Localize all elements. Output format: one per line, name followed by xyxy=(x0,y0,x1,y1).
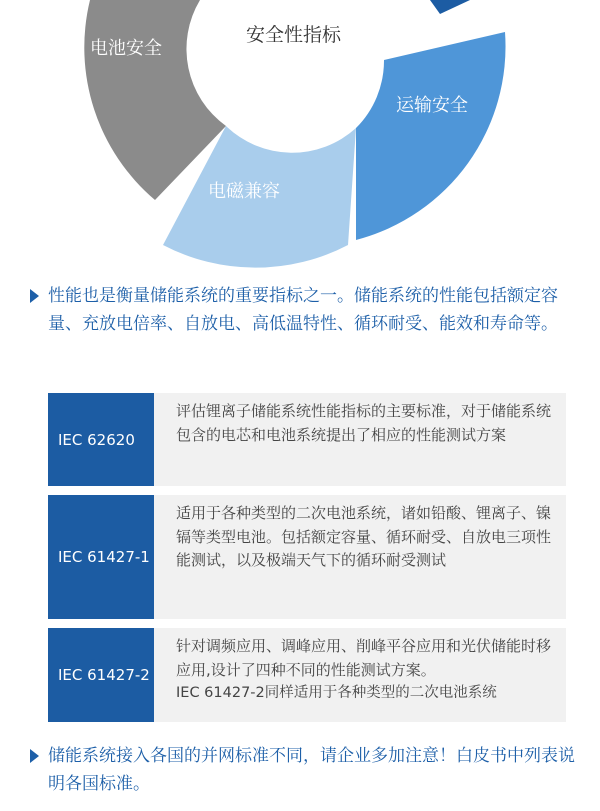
standard-code: IEC 62620 xyxy=(48,393,154,486)
standard-description-text: 针对调频应用、调峰应用、削峰平谷应用和光伏储能时移应用,设计了四种不同的性能测试方案。 xyxy=(176,637,552,679)
standard-description-text: 评估锂离子储能系统性能指标的主要标准，对于储能系统包含的电芯和电池系统提出了相应的性能测试方案 xyxy=(176,402,552,444)
bullet-triangle-icon xyxy=(30,289,39,303)
standard-row-iec61427-2 xyxy=(48,628,566,722)
standard-description xyxy=(154,393,566,486)
standard-row-iec62620 xyxy=(48,393,566,486)
footer-paragraph xyxy=(30,742,575,798)
intro-text: 性能也是衡量储能系统的重要指标之一。储能系统的性能包括额定容量、充放电倍率、自放电、高低温特性、循环耐受、能效和寿命等。 xyxy=(48,286,558,334)
standard-description xyxy=(154,628,566,722)
standard-description-text: 适用于各种类型的二次电池系统，诸如铅酸、锂离子、镍镉等类型电池。包括额定容量、循环耐受、自放电三项性能测试，以及极端天气下的循环耐受测试 xyxy=(176,504,552,569)
transport-safety-segment xyxy=(356,32,506,240)
segment-label-battery: 电池安全 xyxy=(90,38,162,59)
standard-description xyxy=(154,495,566,619)
footer-text: 储能系统接入各国的并网标准不同，请企业多加注意！白皮书中列表说明各国标准。 xyxy=(48,746,575,794)
standard-row-iec61427-1 xyxy=(48,495,566,619)
top-segment xyxy=(430,0,470,14)
standard-code: IEC 61427-2 xyxy=(48,628,154,722)
segment-label-emc: 电磁兼容 xyxy=(208,181,280,202)
center-label: 安全性指标 xyxy=(246,24,342,46)
standard-code: IEC 61427-1 xyxy=(48,495,154,619)
intro-paragraph xyxy=(30,282,575,338)
safety-indicator-diagram xyxy=(0,0,600,268)
standard-note: IEC 61427-2同样适用于各种类型的二次电池系统 xyxy=(176,685,497,701)
bullet-triangle-icon xyxy=(30,749,39,763)
segment-label-transport: 运输安全 xyxy=(396,95,468,116)
